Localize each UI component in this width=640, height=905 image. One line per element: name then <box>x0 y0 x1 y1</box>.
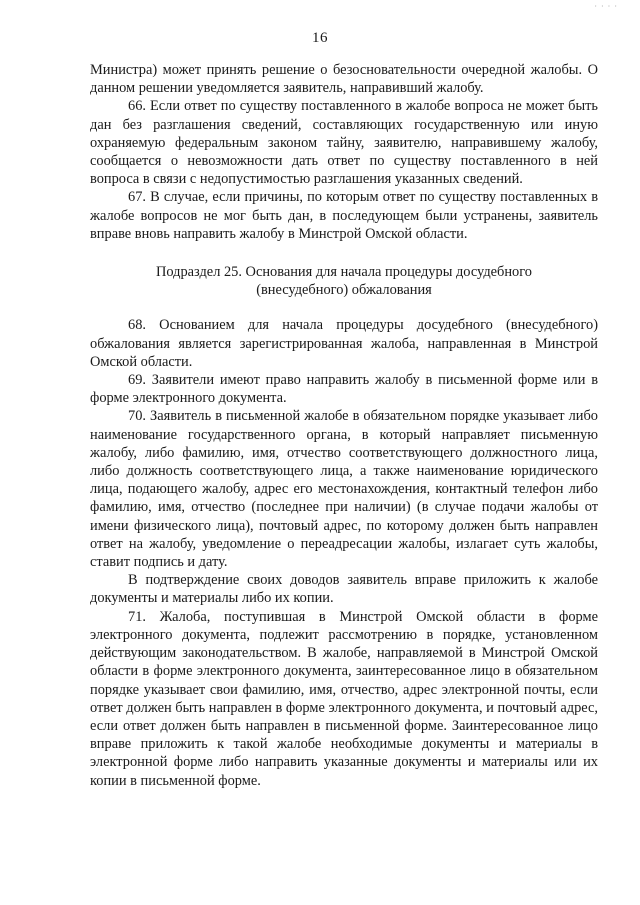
page-number: 16 <box>312 30 328 46</box>
page-content <box>90 61 598 790</box>
paragraph-70-supplement: В подтверждение своих доводов заявитель вправе приложить к жалобе документы и материалы либо их копии. <box>90 572 598 607</box>
paragraph-66: 66. Если ответ по существу поставленного в жалобе вопроса не может быть дан без разглашения сведений, составляющих государственную или иную охраняемую федеральным законом тайну, заявителю, направившему жалобу, сообщается о невозможности дать ответ по существу поставленного в ней вопроса в связи с недопустимостью разглашения указанных сведений. <box>90 98 598 188</box>
subsection-heading-line-2: (внесудебного) обжалования <box>256 282 432 299</box>
paragraph-67: 67. В случае, если причины, по которым ответ по существу поставленных в жалобе вопросов не мог быть дан, в последующем были устранены, заявитель вправе вновь направить жалобу в Минстрой Омской области. <box>90 189 598 242</box>
paragraph-71: 71. Жалоба, поступившая в Минстрой Омской области в форме электронного документа, подлежит рассмотрению в порядке, установленном действующим законодательством. В жалобе, направляемой в Минстрой Омской области в форме электронного документа, заинтересованное лицо в обязательном порядке указывает свои фамилию, имя, отчество, адрес электронной почты, если ответ должен быть направлен в форме электронного документа, и почтовый адрес, если ответ должен быть направлен в письменной форме. Заинтересованное лицо вправе приложить к такой жалобе необходимые документы и материалы в электронной форме либо направить указанные документы и материалы или их копии в письменной форме. <box>90 608 598 789</box>
paragraph-68: 68. Основанием для начала процедуры досудебного (внесудебного) обжалования является зарегистрированная жалоба, направленная в Минстрой Омской области. <box>90 317 598 370</box>
paragraph-69: 69. Заявители имеют право направить жалобу в письменной форме или в форме электронного документа. <box>90 372 598 407</box>
corner-mark: · · · · <box>594 2 618 11</box>
subsection-heading-line-1: Подраздел 25. Основания для начала процедуры досудебного <box>155 264 532 281</box>
paragraph-70: 70. Заявитель в письменной жалобе в обязательном порядке указывает либо наименование государственного органа, в который направляет письменную жалобу, либо фамилию, имя, отчество соответствующего должностного лица, либо должность соответствующего лица, а также наименование юридического лица, подающего жалобу, адрес его местонахождения, контактный телефон либо фамилию, имя, отчество (последнее при наличии) (в случае подачи жалобы от имени физического лица), почтовый адрес, по которому должен быть направлен ответ на жалобу, уведомление о переадресации жалобы, излагает суть жалобы, ставит подпись и дату. <box>90 408 598 571</box>
subsection-heading <box>90 263 598 299</box>
paragraph-continuation: Министра) может принять решение о безосновательности очередной жалобы. О данном решении уведомляется заявитель, направивший жалобу. <box>90 62 598 97</box>
